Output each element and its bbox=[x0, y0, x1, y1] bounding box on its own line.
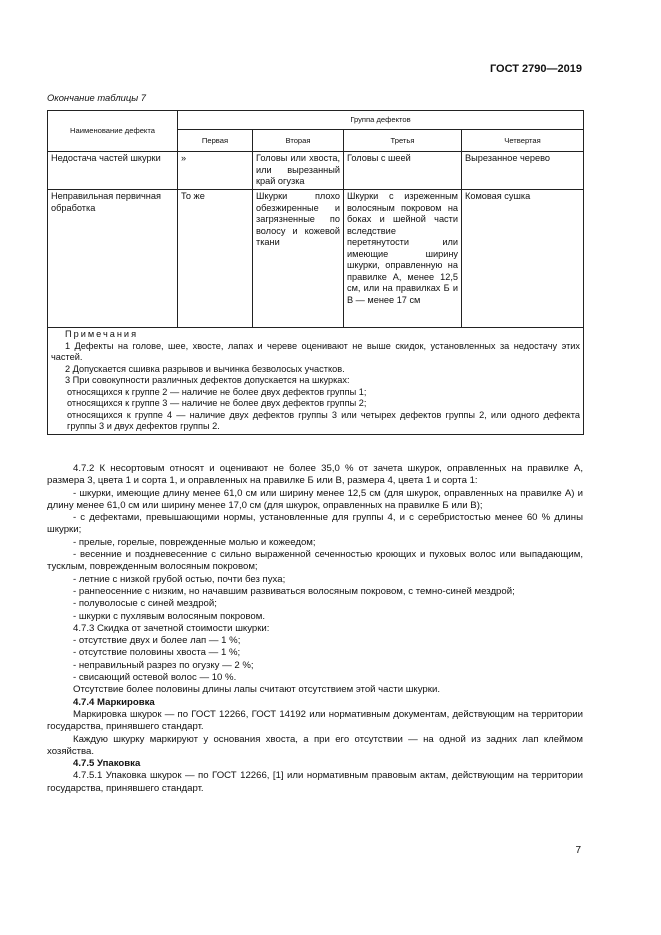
notes-row bbox=[48, 328, 584, 435]
paragraph: Маркировка шкурок — по ГОСТ 12266, ГОСТ 14192 или нормативным документам, действующим на территории государства, принявшего стандарт. bbox=[47, 708, 583, 733]
cell-third: Шкурки с изреженным волосяным покровом на боках и шейной части вследствие перетянутости или имеющие ширину шкурки, оправленную на правилке А, менее 12,5 см, или на правилках Б и В — менее 17 см bbox=[344, 190, 462, 328]
note-3b: относящихся к группе 3 — наличие не более двух дефектов группы 2; bbox=[67, 398, 367, 408]
cell-first: То же bbox=[178, 190, 253, 328]
paragraph: 4.7.2 К несортовым относят и оценивают не более 35,0 % от зачета шкурок, оправленных на правилке А, размера 3, цвета 1 и сорта 1, и оправленных на правилке Б или В, размера 4, цвета 1 и сорта 1: bbox=[47, 463, 583, 487]
group-header: Группа дефектов bbox=[178, 111, 584, 130]
table-row bbox=[48, 190, 584, 328]
cell-name: Неправильная первичная обработка bbox=[48, 190, 178, 328]
table-caption: Окончание таблицы 7 bbox=[47, 92, 146, 103]
cell-name: Недостача частей шкурки bbox=[48, 152, 178, 190]
section-heading: 4.7.4 Маркировка bbox=[73, 696, 155, 708]
paragraph: - с дефектами, превышающими нормы, установленные для группы 4, и с серебристостью менее 60 % длины шкурки; bbox=[47, 512, 583, 536]
cell-fourth: Комовая сушка bbox=[462, 190, 584, 328]
cell-fourth: Вырезанное черево bbox=[462, 152, 584, 190]
cell-second: Головы или хвоста, или вырезанный край огузка bbox=[253, 152, 344, 190]
paragraph: - свисающий остевой волос — 10 %. bbox=[73, 672, 237, 684]
paragraph: - отсутствие двух и более лап — 1 %; bbox=[73, 635, 241, 647]
note-3c: относящихся к группе 4 — наличие двух дефектов группы 3 или четырех дефектов группы 2, или одного дефекта группы 3 и двух дефектов группы 2. bbox=[67, 409, 580, 431]
paragraph: - ранneосенние с низким, но начавшим развиваться волосяным покровом, с темно-синей мездрой; bbox=[73, 585, 515, 597]
body-text bbox=[47, 463, 583, 795]
paragraph: - шкурки, имеющие длину менее 61,0 см или ширину менее 12,5 см (для шкурок, оправленных на правилке А) и длину менее 61,0 см или ширину менее 17,0 см (для шкурок, оправленных на правилке Б или В); bbox=[47, 487, 583, 511]
paragraph: - полуволосые с синей мездрой; bbox=[73, 598, 217, 610]
paragraph: - прелые, горелые, поврежденные молью и кожеедом; bbox=[73, 536, 316, 548]
paragraph: - неправильный разрез по огузку — 2 %; bbox=[73, 659, 254, 671]
section-heading: 4.7.5 Упаковка bbox=[73, 758, 141, 770]
table-notes bbox=[48, 328, 584, 435]
col-header-first: Первая bbox=[178, 130, 253, 152]
paragraph: - шкурки с пухлявым волосяным покровом. bbox=[73, 610, 265, 622]
col-header-third: Третья bbox=[344, 130, 462, 152]
paragraph: 4.7.3 Скидка от зачетной стоимости шкурки: bbox=[73, 622, 270, 634]
note-1: 1 Дефекты на голове, шее, хвосте, лапах и череве оценивают не выше скидок, установленных за недостачу этих частей. bbox=[51, 340, 580, 362]
paragraph: Каждую шкурку маркируют у основания хвоста, а при его отсутствии — на одной из задних лап клеймом хозяйства. bbox=[47, 733, 583, 757]
standard-header: ГОСТ 2790—2019 bbox=[489, 63, 582, 75]
paragraph: - весенние и поздневесенние с сильно выраженной сеченностью кроющих и пуховых волос или выпадающим, тусклым, поврежденным волосяным покровом; bbox=[47, 549, 583, 573]
paragraph: 4.7.5.1 Упаковка шкурок — по ГОСТ 12266, [1] или нормативным правовым актам, действующим на территории государства, принявшего стандарт. bbox=[47, 770, 583, 794]
page-number: 7 bbox=[575, 845, 581, 856]
note-3a: относящихся к группе 2 — наличие не более двух дефектов группы 1; bbox=[67, 386, 367, 397]
defects-table bbox=[47, 110, 584, 435]
cell-third: Головы с шеей bbox=[344, 152, 462, 190]
col-header-fourth: Четвертая bbox=[462, 130, 584, 152]
cell-first: » bbox=[178, 152, 253, 190]
col-header-name: Наименование дефекта bbox=[48, 111, 178, 152]
paragraph: Отсутствие более половины длины лапы считают отсутствием этой части шкурки. bbox=[73, 684, 440, 696]
notes-title: Примечания bbox=[65, 329, 139, 339]
cell-second: Шкурки плохо обезжиренные и загрязненные по волосу и кожевой ткани bbox=[253, 190, 344, 328]
paragraph: - отсутствие половины хвоста — 1 %; bbox=[73, 647, 241, 659]
note-3: 3 При совокупности различных дефектов допускается на шкурках: bbox=[65, 375, 350, 385]
note-2: 2 Допускается сшивка разрывов и вычинка безволосых участков. bbox=[65, 363, 345, 374]
paragraph: - летние с низкой грубой остью, почти без пуха; bbox=[73, 573, 286, 585]
table-row bbox=[48, 152, 584, 190]
col-header-second: Вторая bbox=[253, 130, 344, 152]
table-header-row bbox=[48, 111, 584, 130]
